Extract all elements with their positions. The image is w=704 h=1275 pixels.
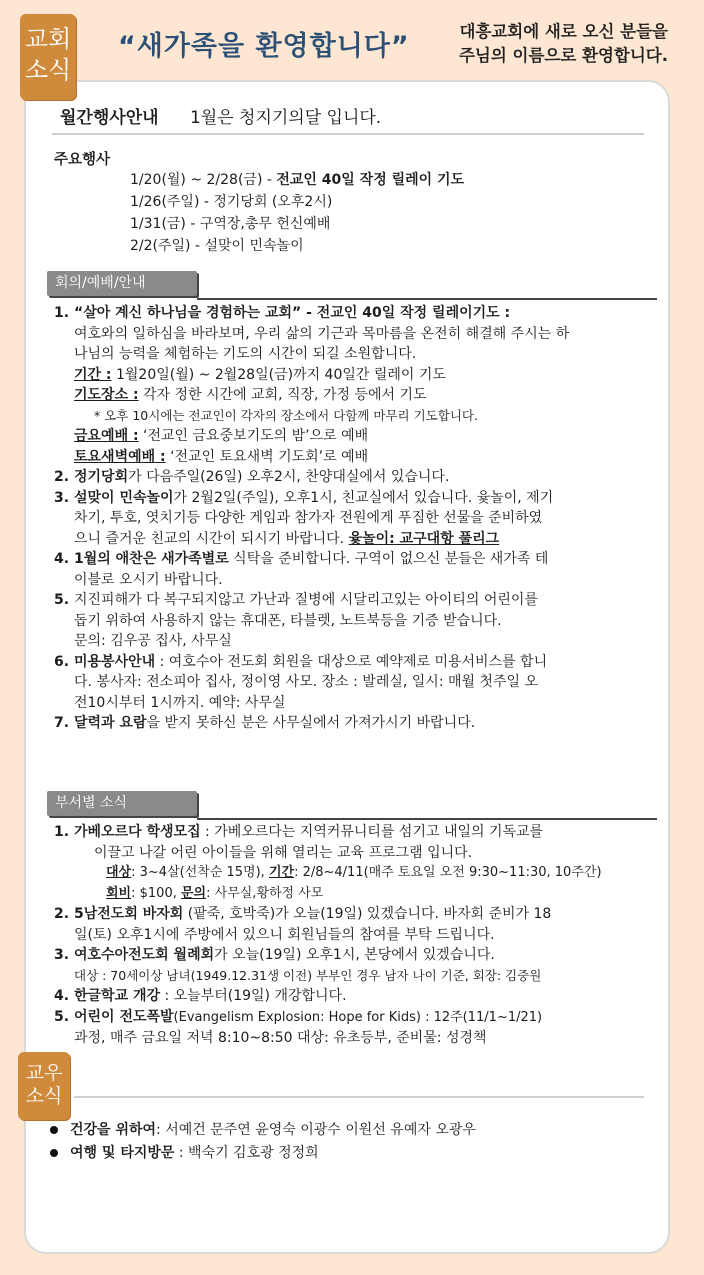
item-text: 문의: 김우공 집사, 사무실 — [74, 633, 232, 649]
welcome-line-2: 주님의 이름으로 환영합니다. — [458, 46, 668, 65]
item-text: : 여호수아 전도회 회원을 대상으로 예약제로 미용서비스를 합니 — [155, 653, 548, 670]
item-text: (Evangelism Explosion: Hope for Kids) : 12주(11/1~1/21) — [173, 1009, 543, 1025]
target-label: 대상 — [106, 865, 132, 880]
bullet-icon — [50, 1149, 58, 1157]
tag-line-1: 교우 — [25, 1062, 63, 1084]
event-date: 1/20(월) ~ 2/28(금) - — [130, 172, 277, 188]
event-item — [130, 191, 332, 211]
list-item — [54, 822, 654, 904]
fee-label: 회비 — [106, 885, 132, 901]
item-text: 일(토) 오후1시에 주방에서 있으니 회원님들의 참여를 부탁 드립니다. — [74, 926, 495, 943]
monthly-label: 월간행사안내 — [60, 108, 159, 128]
saturday-text: ‘전교인 토요새벽 기도회’로 예배 — [165, 448, 369, 465]
welcome-message — [418, 20, 668, 68]
item-text: 돕기 위하여 사용하지 않는 휴대폰, 타블렛, 노트북등을 기증 받습니다. — [74, 612, 502, 629]
item-heading: 달력과 요람 — [74, 715, 147, 731]
event-name: 전교인 40일 작정 릴레이 기도 — [276, 172, 465, 188]
item-text: : 오늘부터(19일) 개강합니다. — [160, 988, 347, 1004]
item-heading: 한글학교 개강 — [74, 988, 161, 1004]
list-item — [54, 1007, 654, 1049]
list-item — [54, 590, 654, 652]
item-number: 5. — [54, 592, 70, 608]
list-item — [54, 488, 654, 550]
item-text: 과정, 매주 금요일 저녁 8:10~8:50 대상: 유초등부, 준비물: 성경책 — [74, 1030, 487, 1046]
fee-text: : $100, — [131, 885, 181, 901]
item-heading: 가베오르다 학생모집 — [74, 824, 201, 840]
list-item — [54, 652, 654, 714]
department-list — [54, 822, 654, 1049]
ask-text: : 사무실,황하정 사모 — [206, 885, 324, 901]
saturday-label: 토요새벽예배 : — [74, 448, 166, 465]
yut-league-note: 윷놀이: 교구대항 풀리그 — [348, 530, 500, 547]
list-item — [54, 303, 654, 467]
item-heading: 여호수아전도회 월례회 — [74, 947, 215, 963]
bullet-icon — [50, 1126, 58, 1134]
item-number: 2. — [54, 469, 70, 485]
item-text: 식탁을 준비합니다. 구역이 없으신 분들은 새가족 테 — [228, 551, 549, 567]
item-number: 6. — [54, 653, 70, 670]
item-number: 3. — [54, 489, 70, 506]
item-heading: 5남전도회 바자회 — [74, 906, 184, 922]
prayer-place — [74, 385, 654, 406]
health-row — [50, 1119, 476, 1139]
item-text: 나님의 능력을 체험하는 기도의 시간이 되길 소원합니다. — [74, 346, 417, 362]
item-text: 전10시부터 1시까지. 예약: 사무실 — [74, 694, 286, 711]
tag-line-1: 교회 — [24, 25, 72, 53]
period-text: 1월20일(월) ~ 2월28일(금)까지 40일간 릴레이 기도 — [111, 366, 446, 383]
event-item — [130, 235, 304, 255]
section-divider — [197, 298, 657, 300]
item-text: 이끌고 나갈 어린 아이들을 위해 열리는 교육 프로그램 입니다. — [94, 844, 473, 861]
program-fee — [74, 884, 654, 905]
friday-label: 금요예배 : — [74, 428, 139, 444]
monthly-text: 1월은 청지기의달 입니다. — [189, 108, 382, 128]
list-item — [54, 549, 654, 590]
item-heading: 어린이 전도폭발 — [74, 1008, 174, 1025]
section-title-meeting: 회의/예배/안내 — [47, 271, 197, 296]
item-text: 을 받지 못하신 분은 사무실에서 가져가시기 바랍니다. — [146, 715, 476, 731]
item-heading: 설맞이 민속놀이 — [74, 489, 174, 506]
divider — [74, 1096, 644, 1098]
item-text: 대상 : 70세이상 남녀(1949.12.31생 이전) 부부인 경우 남자 나이 기준, 회장: 김중원 — [74, 967, 542, 983]
events-title: 주요행사 — [54, 152, 111, 168]
list-item — [54, 945, 654, 986]
prayer-note: * 오후 10시에는 전교인이 각자의 장소에서 다함께 마무리 기도합니다. — [94, 407, 478, 423]
section-title-department: 부서별 소식 — [47, 791, 197, 816]
list-item — [54, 467, 654, 488]
period-label: 기간 — [268, 865, 295, 880]
friday-text: ‘전교인 금요중보기도의 밤’으로 예배 — [138, 428, 369, 444]
item-number: 5. — [54, 1008, 70, 1025]
list-item — [54, 904, 654, 945]
tag-line-2: 소식 — [25, 1085, 63, 1107]
item-number: 2. — [54, 906, 70, 922]
item-text: 여호와의 일하심을 바라보며, 우리 삶의 기근과 목마름을 온전히 해결해 주시는 하 — [74, 325, 570, 342]
target-text: : 3~4살(선착순 15명), — [131, 865, 269, 880]
item-text: 가 다음주일(26일) 오후2시, 찬양대실에서 있습니다. — [128, 469, 450, 485]
friday-service — [74, 426, 654, 447]
health-label: 건강을 위하여 — [70, 1122, 157, 1138]
item-text: 가 2월2일(주일), 오후1시, 친교실에서 있습니다. 윷놀이, 제기 — [173, 489, 554, 506]
event-item — [130, 213, 330, 233]
monthly-event-row — [60, 103, 381, 128]
prayer-period — [74, 365, 654, 386]
divider — [52, 133, 644, 135]
travel-label: 여행 및 타지방문 — [70, 1145, 175, 1161]
item-text: 이블로 오시기 바랍니다. — [74, 571, 223, 588]
event-date: 1/26(주일) - — [130, 194, 214, 210]
welcome-headline: “새가족을 환영합니다” — [118, 31, 410, 62]
item-text: (팥죽, 호박죽)가 오늘(19일) 있겠습니다. 바자회 준비가 18 — [183, 906, 552, 922]
section-divider — [197, 818, 657, 820]
period-text: : 2/8~4/11(매주 토요일 오전 9:30~11:30, 10주간) — [294, 865, 602, 880]
item-number: 4. — [54, 988, 70, 1004]
saturday-service — [74, 447, 654, 468]
travel-row — [50, 1142, 319, 1162]
event-date: 1/31(금) - — [130, 216, 200, 232]
event-date: 2/2(주일) - — [130, 238, 205, 254]
item-number: 7. — [54, 715, 70, 731]
item-text: 가 오늘(19일) 오후1시, 본당에서 있겠습니다. — [214, 947, 495, 963]
list-item — [54, 713, 654, 734]
item-number: 1. — [54, 305, 70, 321]
item-heading: 정기당회 — [74, 469, 129, 485]
tag-line-2: 소식 — [24, 56, 72, 84]
event-name: 설맞이 민속놀이 — [204, 238, 304, 254]
event-item — [130, 169, 464, 189]
ask-label: 문의 — [181, 885, 207, 901]
item-number: 1. — [54, 824, 70, 840]
item-text: 지진피해가 다 복구되지않고 가난과 질병에 시달리고있는 아이티의 어린이를 — [74, 592, 538, 608]
place-text: 각자 정한 시간에 교회, 직장, 가정 등에서 기도 — [138, 387, 427, 403]
item-heading: 미용봉사안내 — [74, 653, 156, 670]
item-text: 다. 봉사자: 전소피아 집사, 정이영 사모. 장소 : 발레실, 일시: 매월 첫주일 오 — [74, 674, 539, 690]
list-item — [54, 986, 654, 1007]
period-label: 기간 : — [74, 366, 112, 383]
travel-names: : 백숙기 김호광 정정희 — [174, 1145, 319, 1161]
place-label: 기도장소 : — [74, 387, 139, 403]
event-name: 정기당회 (오후2시) — [213, 194, 333, 210]
program-details — [74, 863, 654, 884]
meeting-list — [54, 303, 654, 734]
health-names: : 서예건 문주연 윤영숙 이광수 이원선 유예자 오광우 — [156, 1122, 476, 1138]
event-name: 구역장,총무 헌신예배 — [199, 216, 331, 232]
item-text: : 가베오르다는 지역커뮤니티를 섬기고 내일의 기독교를 — [200, 824, 544, 840]
item-number: 3. — [54, 947, 70, 963]
item-heading: “살아 계신 하나님을 경험하는 교회” - 전교인 40일 작정 릴레이기도 : — [74, 305, 511, 321]
item-heading: 1월의 애찬은 새가족별로 — [74, 551, 229, 567]
item-text: 차기, 투호, 엿치기등 다양한 게임과 참가자 전원에게 푸짐한 선물을 준비하였 — [74, 510, 543, 526]
church-news-tag — [20, 14, 76, 100]
item-text: 으니 즐거운 친교의 시간이 되시기 바랍니다. — [74, 530, 349, 547]
members-news-tag — [18, 1052, 70, 1120]
welcome-line-1: 대흥교회에 새로 오신 분들을 — [459, 22, 668, 41]
item-number: 4. — [54, 551, 70, 567]
